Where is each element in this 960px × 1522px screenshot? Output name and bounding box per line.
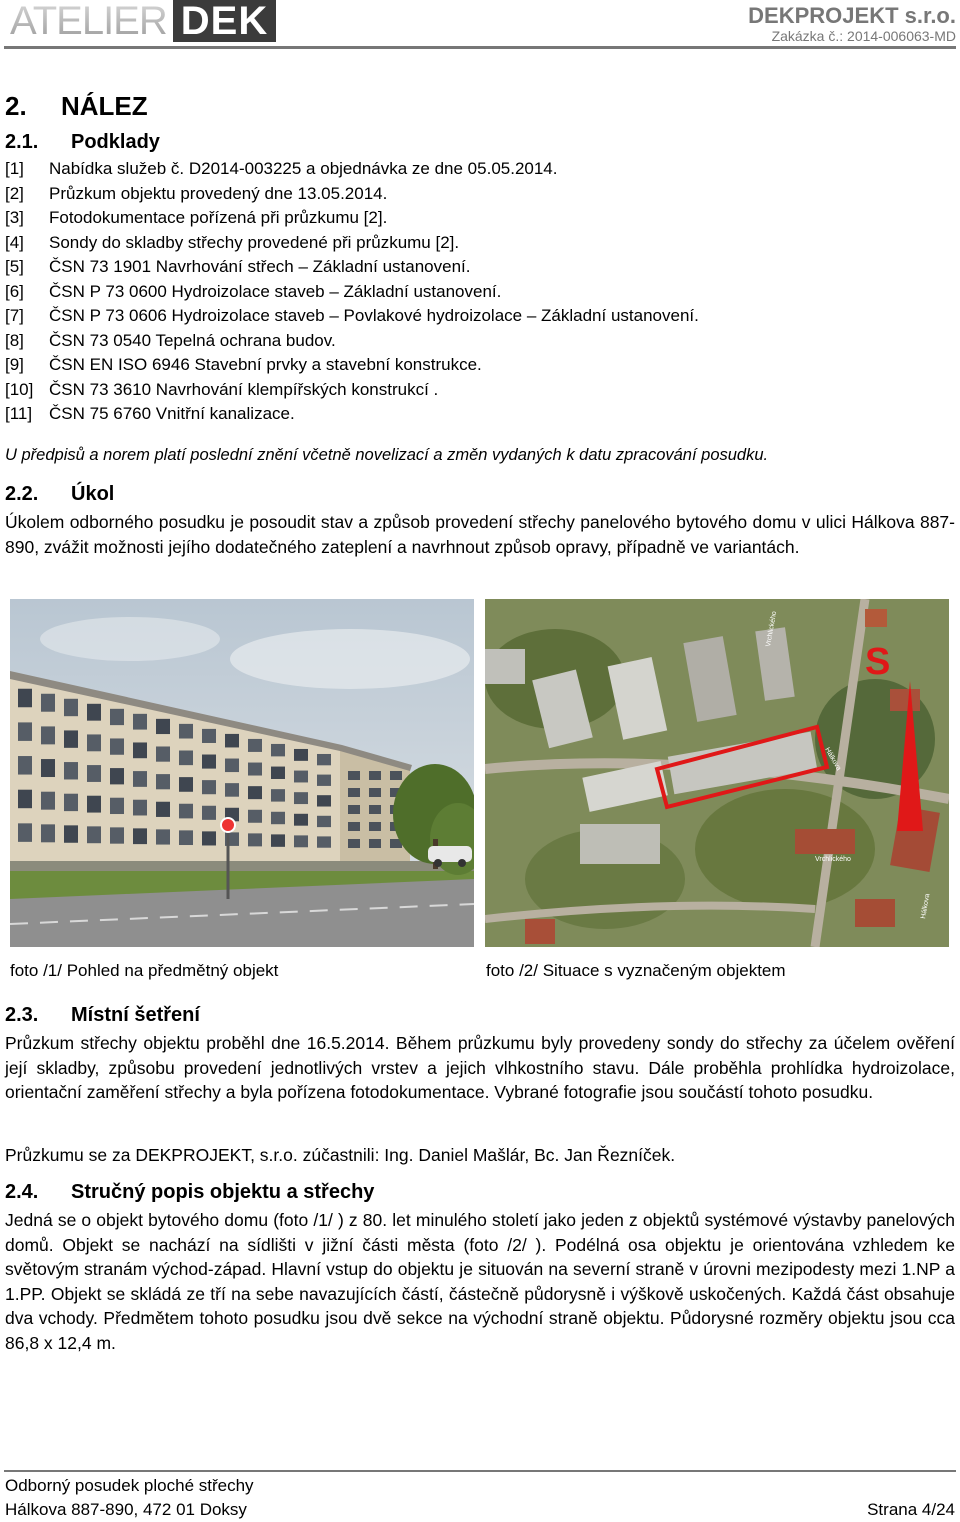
reference-text: ČSN 73 3610 Navrhování klempířských konstrukcí . <box>49 379 439 399</box>
reference-item <box>5 329 955 354</box>
building-window <box>248 763 262 776</box>
building-window <box>156 774 170 789</box>
building-window <box>64 825 78 842</box>
building-window <box>348 771 360 780</box>
building-window <box>202 780 216 794</box>
building-window <box>225 759 239 773</box>
building-window <box>110 827 124 843</box>
building-photo <box>10 599 474 947</box>
company-block <box>748 4 956 44</box>
building-window <box>133 771 147 787</box>
reference-text: ČSN 75 6760 Vnitřní kanalizace. <box>49 404 295 423</box>
subsection-heading-ukol <box>5 483 955 506</box>
reference-number: [1] <box>5 159 24 178</box>
standards-note: U předpisů a norem platí poslední znění včetně novelizací a změn vydaných k datu zpracování posudku. <box>5 446 769 464</box>
reference-text: Průzkum objektu provedený dne 13.05.2014. <box>49 183 388 203</box>
company-name: DEKPROJEKT s.r.o. <box>748 3 956 28</box>
reference-item <box>5 378 955 403</box>
page-number: Strana 4/24 <box>867 1500 955 1519</box>
building-window <box>294 814 308 826</box>
street-label: Vrchlického <box>815 856 851 863</box>
building-window <box>294 792 308 804</box>
reference-text: ČSN EN ISO 6946 Stavební prvky a stavební konstrukce. <box>49 355 482 374</box>
building-window <box>179 750 193 765</box>
reference-item <box>5 255 955 280</box>
building-window <box>64 762 78 779</box>
building-window <box>87 704 101 721</box>
building-window <box>41 792 55 810</box>
subsection-title: Úkol <box>71 483 115 505</box>
footer-divider <box>4 1470 956 1472</box>
section-number: 2. <box>5 91 27 121</box>
building-window <box>18 689 32 708</box>
participants-paragraph: Průzkumu se za DEKPROJEKT, s.r.o. zúčastnili: Ing. Daniel Mašlár, Bc. Jan Řezníček. <box>5 1145 676 1165</box>
building-window <box>248 833 262 846</box>
subsection-title: Stručný popis objektu a střechy <box>71 1181 375 1203</box>
building-window <box>156 719 170 734</box>
building-window <box>18 790 32 809</box>
reference-number: [8] <box>5 330 24 350</box>
building-window <box>179 724 193 739</box>
building-window <box>317 836 331 847</box>
header-divider <box>4 46 956 49</box>
subsection-number: 2.4. <box>5 1181 39 1203</box>
building-window <box>369 805 381 814</box>
page-header <box>0 0 960 44</box>
north-label: S <box>865 641 891 683</box>
reference-text: ČSN 73 1901 Navrhování střech – Základní ustanovení. <box>49 257 471 276</box>
reference-number: [3] <box>5 208 24 227</box>
subsection-heading-mistni-setreni <box>5 1004 955 1027</box>
building-window <box>110 709 124 725</box>
description-paragraph: Jedná se o objekt bytového domu (foto /1/ ) z 80. let minulého století jako jeden z objektů systémové výstavby panelových domů. Objekt se nachází na sídlišti v jižní části města (foto /2/ ). Podélná osa objektu je orientována vzhledem ke světovým stranám východ-západ. Hlavní vstup do objektu je situován na severní straně v úrovni mezipodesty mezi 1.NP a 1.PP. Objekt se skládá ze tří na sebe navazujících částí, částečně půdorysně i výškově uskočených. Každá část obsahuje dva vchody. Předmětem tohoto posudku jsou dvě sekce na východní straně objektu. Půdorysné rozměry objektu jsou cca 86,8 x 12,4 m. <box>5 1210 955 1353</box>
page-footer <box>5 1474 955 1522</box>
building-window <box>41 694 55 712</box>
reference-text: ČSN P 73 0606 Hydroizolace staveb – Povlakové hydroizolace – Základní ustanovení. <box>49 306 699 325</box>
photo1-caption: foto /1/ Pohled na předmětný objekt <box>10 961 279 980</box>
building-window <box>271 789 285 801</box>
order-number: Zakázka č.: 2014-006063-MD <box>771 28 956 44</box>
reference-text: Fotodokumentace pořízená při průzkumu [2]. <box>49 208 388 227</box>
logo-atelier-text: ATELIER <box>8 0 173 42</box>
building-window <box>179 830 193 845</box>
building-window <box>348 805 360 814</box>
building-window <box>156 746 170 761</box>
building-window <box>87 734 101 751</box>
subsection-number: 2.3. <box>5 1004 39 1026</box>
subsection-number: 2.1. <box>5 131 39 153</box>
building-window <box>87 765 101 782</box>
reference-item <box>5 231 955 256</box>
building-window <box>248 739 262 752</box>
building-window <box>348 788 360 797</box>
subsection-title: Podklady <box>71 131 160 153</box>
building-window <box>133 714 147 730</box>
building-window <box>179 777 193 792</box>
reference-number: [9] <box>5 355 24 374</box>
building-window <box>110 768 124 784</box>
reference-item <box>5 353 955 378</box>
building-window <box>271 812 285 824</box>
building-window <box>202 806 216 820</box>
building-window <box>41 824 55 842</box>
logo-dek-text: DEK <box>173 0 276 42</box>
reference-text: ČSN 73 0540 Tepelná ochrana budov. <box>49 330 336 350</box>
building-window <box>18 823 32 842</box>
building-window <box>202 729 216 743</box>
building-window <box>294 771 308 783</box>
reference-list <box>5 157 955 427</box>
street-label: Vrchlického <box>765 610 779 648</box>
building-window <box>225 734 239 748</box>
aerial-map-photo <box>485 599 949 947</box>
building-window <box>202 831 216 845</box>
building-window <box>64 794 78 811</box>
building-window <box>271 834 285 846</box>
building-window <box>369 839 381 848</box>
reference-number: [2] <box>5 183 24 203</box>
reference-text: Nabídka služeb č. D2014-003225 a objednávka ze dne 05.05.2014. <box>49 159 558 178</box>
reference-item <box>5 182 955 207</box>
building-window <box>202 755 216 769</box>
building-window <box>271 767 285 779</box>
atelier-dek-logo <box>8 0 276 42</box>
reference-item <box>5 206 955 231</box>
section-heading <box>5 91 955 122</box>
building-window <box>18 722 32 741</box>
building-window <box>317 775 331 786</box>
street-label: Hálkova <box>920 893 932 920</box>
building-window <box>133 742 147 758</box>
building-window <box>41 759 55 777</box>
task-paragraph: Úkolem odborného posudku je posoudit stav a způsob provedení střechy panelového bytového domu v ulici Hálkova 887-890, zvážit možnosti jejího dodatečného zateplení a navrhnout způsob opravy, případně ve variantách. <box>5 512 955 557</box>
building-window <box>348 839 360 848</box>
reference-number: [7] <box>5 306 24 325</box>
building-window <box>156 802 170 817</box>
section-title: NÁLEZ <box>61 91 148 121</box>
building-window <box>64 730 78 747</box>
subsection-heading-popis <box>5 1181 955 1204</box>
photo2-caption: foto /2/ Situace s vyznačeným objektem <box>486 961 786 980</box>
building-window <box>248 810 262 823</box>
reference-number: [11] <box>5 404 33 423</box>
building-window <box>133 800 147 816</box>
building-window <box>390 771 402 780</box>
building-window <box>369 822 381 831</box>
building-window <box>248 786 262 799</box>
subsection-number: 2.2. <box>5 483 39 505</box>
building-window <box>64 699 78 716</box>
reference-text: Sondy do skladby střechy provedené při průzkumu [2]. <box>49 232 460 252</box>
reference-number: [10] <box>5 379 34 399</box>
reference-number: [5] <box>5 257 24 276</box>
building-window <box>225 783 239 797</box>
building-window <box>87 796 101 813</box>
building-window <box>369 771 381 780</box>
building-window <box>133 828 147 844</box>
building-window <box>110 738 124 754</box>
reference-item <box>5 402 955 427</box>
building-window <box>369 788 381 797</box>
survey-paragraph: Průzkum střechy objektu proběhl dne 16.5.2014. Během průzkumu byly provedeny sondy do střechy za účelem ověření její skladby, způsobu provedení jednotlivých vrstev a jejich vlhkostního stavu. Dále proběhla prohlídka hydroizolace, orientační zaměření střechy a byla pořízena fotodokumentace. Vybrané fotografie jsou součástí tohoto posudku. <box>5 1033 955 1102</box>
building-window <box>41 726 55 744</box>
footer-address: Hálkova 887-890, 472 01 Doksy <box>5 1500 247 1519</box>
building-window <box>87 826 101 843</box>
reference-item <box>5 304 955 329</box>
subsection-heading-podklady <box>5 131 955 154</box>
building-window <box>271 744 285 756</box>
reference-number: [4] <box>5 232 24 252</box>
building-window <box>317 754 331 765</box>
subsection-title: Místní šetření <box>71 1004 200 1026</box>
building-window <box>294 749 308 761</box>
building-window <box>18 756 32 775</box>
footer-doc-title: Odborný posudek ploché střechy <box>5 1476 254 1495</box>
building-window <box>179 804 193 819</box>
building-window <box>156 829 170 844</box>
reference-text: ČSN P 73 0600 Hydroizolace staveb – Základní ustanovení. <box>49 281 502 301</box>
building-window <box>348 822 360 831</box>
building-window <box>317 795 331 806</box>
reference-item <box>5 280 955 305</box>
building-window <box>110 798 124 814</box>
building-window <box>294 835 308 847</box>
street-label: Hálkova <box>823 746 842 772</box>
reference-item <box>5 157 955 182</box>
building-window <box>317 816 331 827</box>
reference-number: [6] <box>5 281 24 301</box>
